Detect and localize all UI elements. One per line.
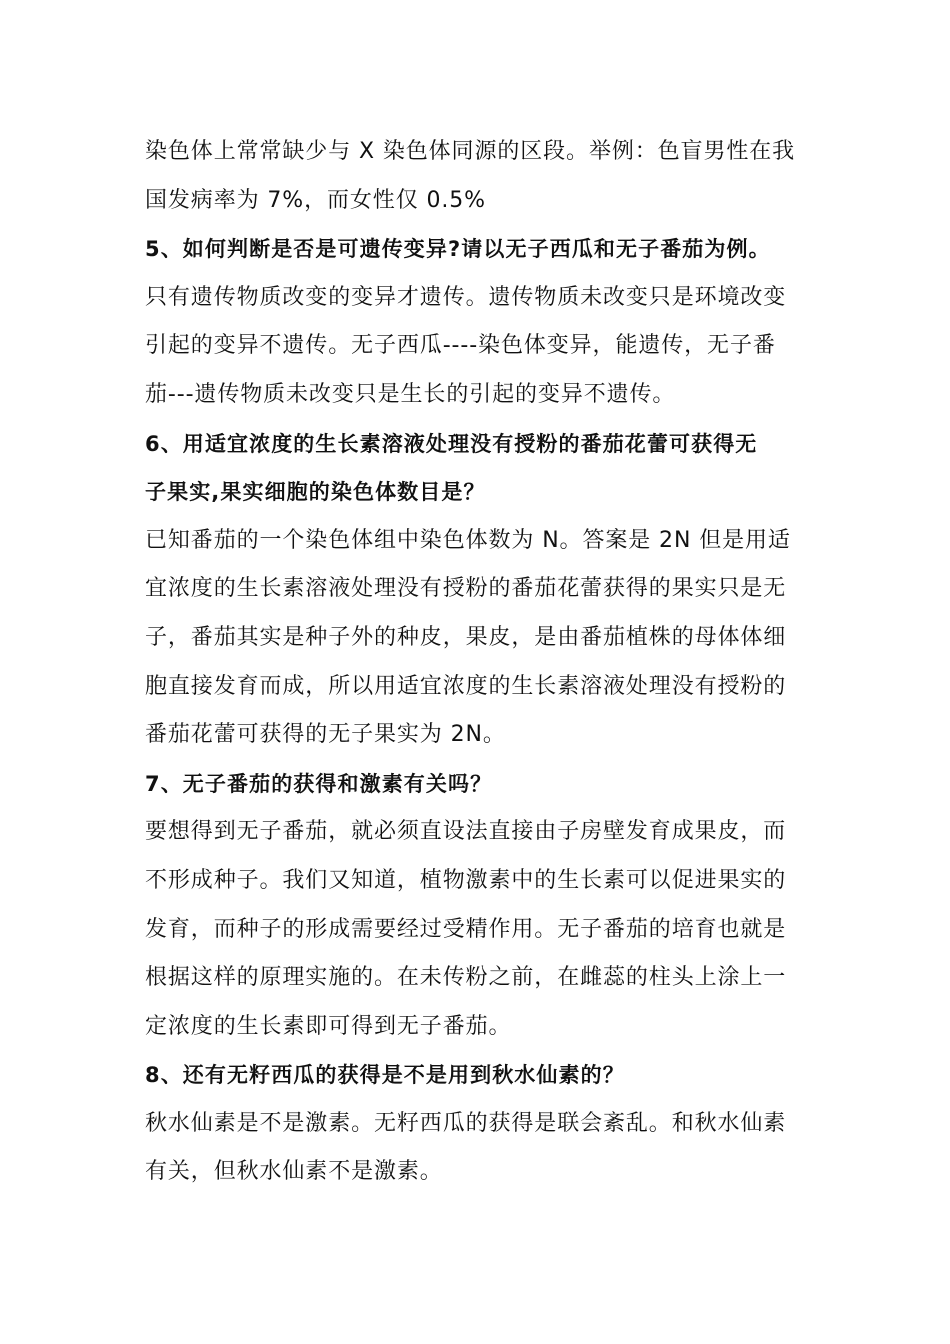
- body-line: 秋水仙素是不是激素。无籽西瓜的获得是联会紊乱。和秋水仙素: [145, 1110, 787, 1136]
- body-line: 要想得到无子番茄，就必须直设法直接由子房壁发育成果皮，而: [145, 819, 787, 845]
- body-line: 有关，但秋水仙素不是激素。: [145, 1159, 443, 1185]
- body-line: 不形成种子。我们又知道，植物激素中的生长素可以促进果实的: [145, 867, 787, 893]
- body-line: 番茄花蕾可获得的无子果实为 2N。: [145, 722, 506, 748]
- body-line: 只有遗传物质改变的变异才遗传。遗传物质未改变只是环境改变: [145, 284, 787, 310]
- question-heading: 8、还有无籽西瓜的获得是不是用到秋水仙素的？: [145, 1063, 625, 1088]
- body-line: 根据这样的原理实施的。在未传粉之前，在雌蕊的柱头上涂上一: [145, 965, 787, 991]
- body-line: 引起的变异不遗传。无子西瓜----染色体变异，能遗传，无子番: [145, 333, 776, 359]
- body-line: 胞直接发育而成，所以用适宜浓度的生长素溶液处理没有授粉的: [145, 673, 787, 699]
- question-heading: 6、用适宜浓度的生长素溶液处理没有授粉的番茄花蕾可获得无: [145, 431, 758, 456]
- body-line: 已知番茄的一个染色体组中染色体数为 N。答案是 2N 但是用适: [145, 527, 791, 553]
- question-heading: 5、如何判断是否是可遗传变异?请以无子西瓜和无子番茄为例。: [145, 237, 771, 262]
- body-line: 茄---遗传物质未改变只是生长的引起的变异不遗传。: [145, 381, 676, 407]
- body-line: 宜浓度的生长素溶液处理没有授粉的番茄花蕾获得的果实只是无: [145, 576, 787, 602]
- body-line: 子，番茄其实是种子外的种皮，果皮，是由番茄植株的母体体细: [145, 624, 787, 650]
- body-line: 发育，而种子的形成需要经过受精作用。无子番茄的培育也就是: [145, 916, 787, 942]
- question-heading: 7、无子番茄的获得和激素有关吗？: [145, 771, 493, 796]
- body-line: 国发病率为 7%，而女性仅 0.5%: [145, 187, 486, 213]
- question-heading: 子果实,果实细胞的染色体数目是？: [145, 480, 486, 505]
- document-page: [145, 128, 810, 1197]
- body-line: 定浓度的生长素即可得到无子番茄。: [145, 1013, 512, 1039]
- body-line: 染色体上常常缺少与 X 染色体同源的区段。举例：色盲男性在我: [145, 139, 796, 164]
